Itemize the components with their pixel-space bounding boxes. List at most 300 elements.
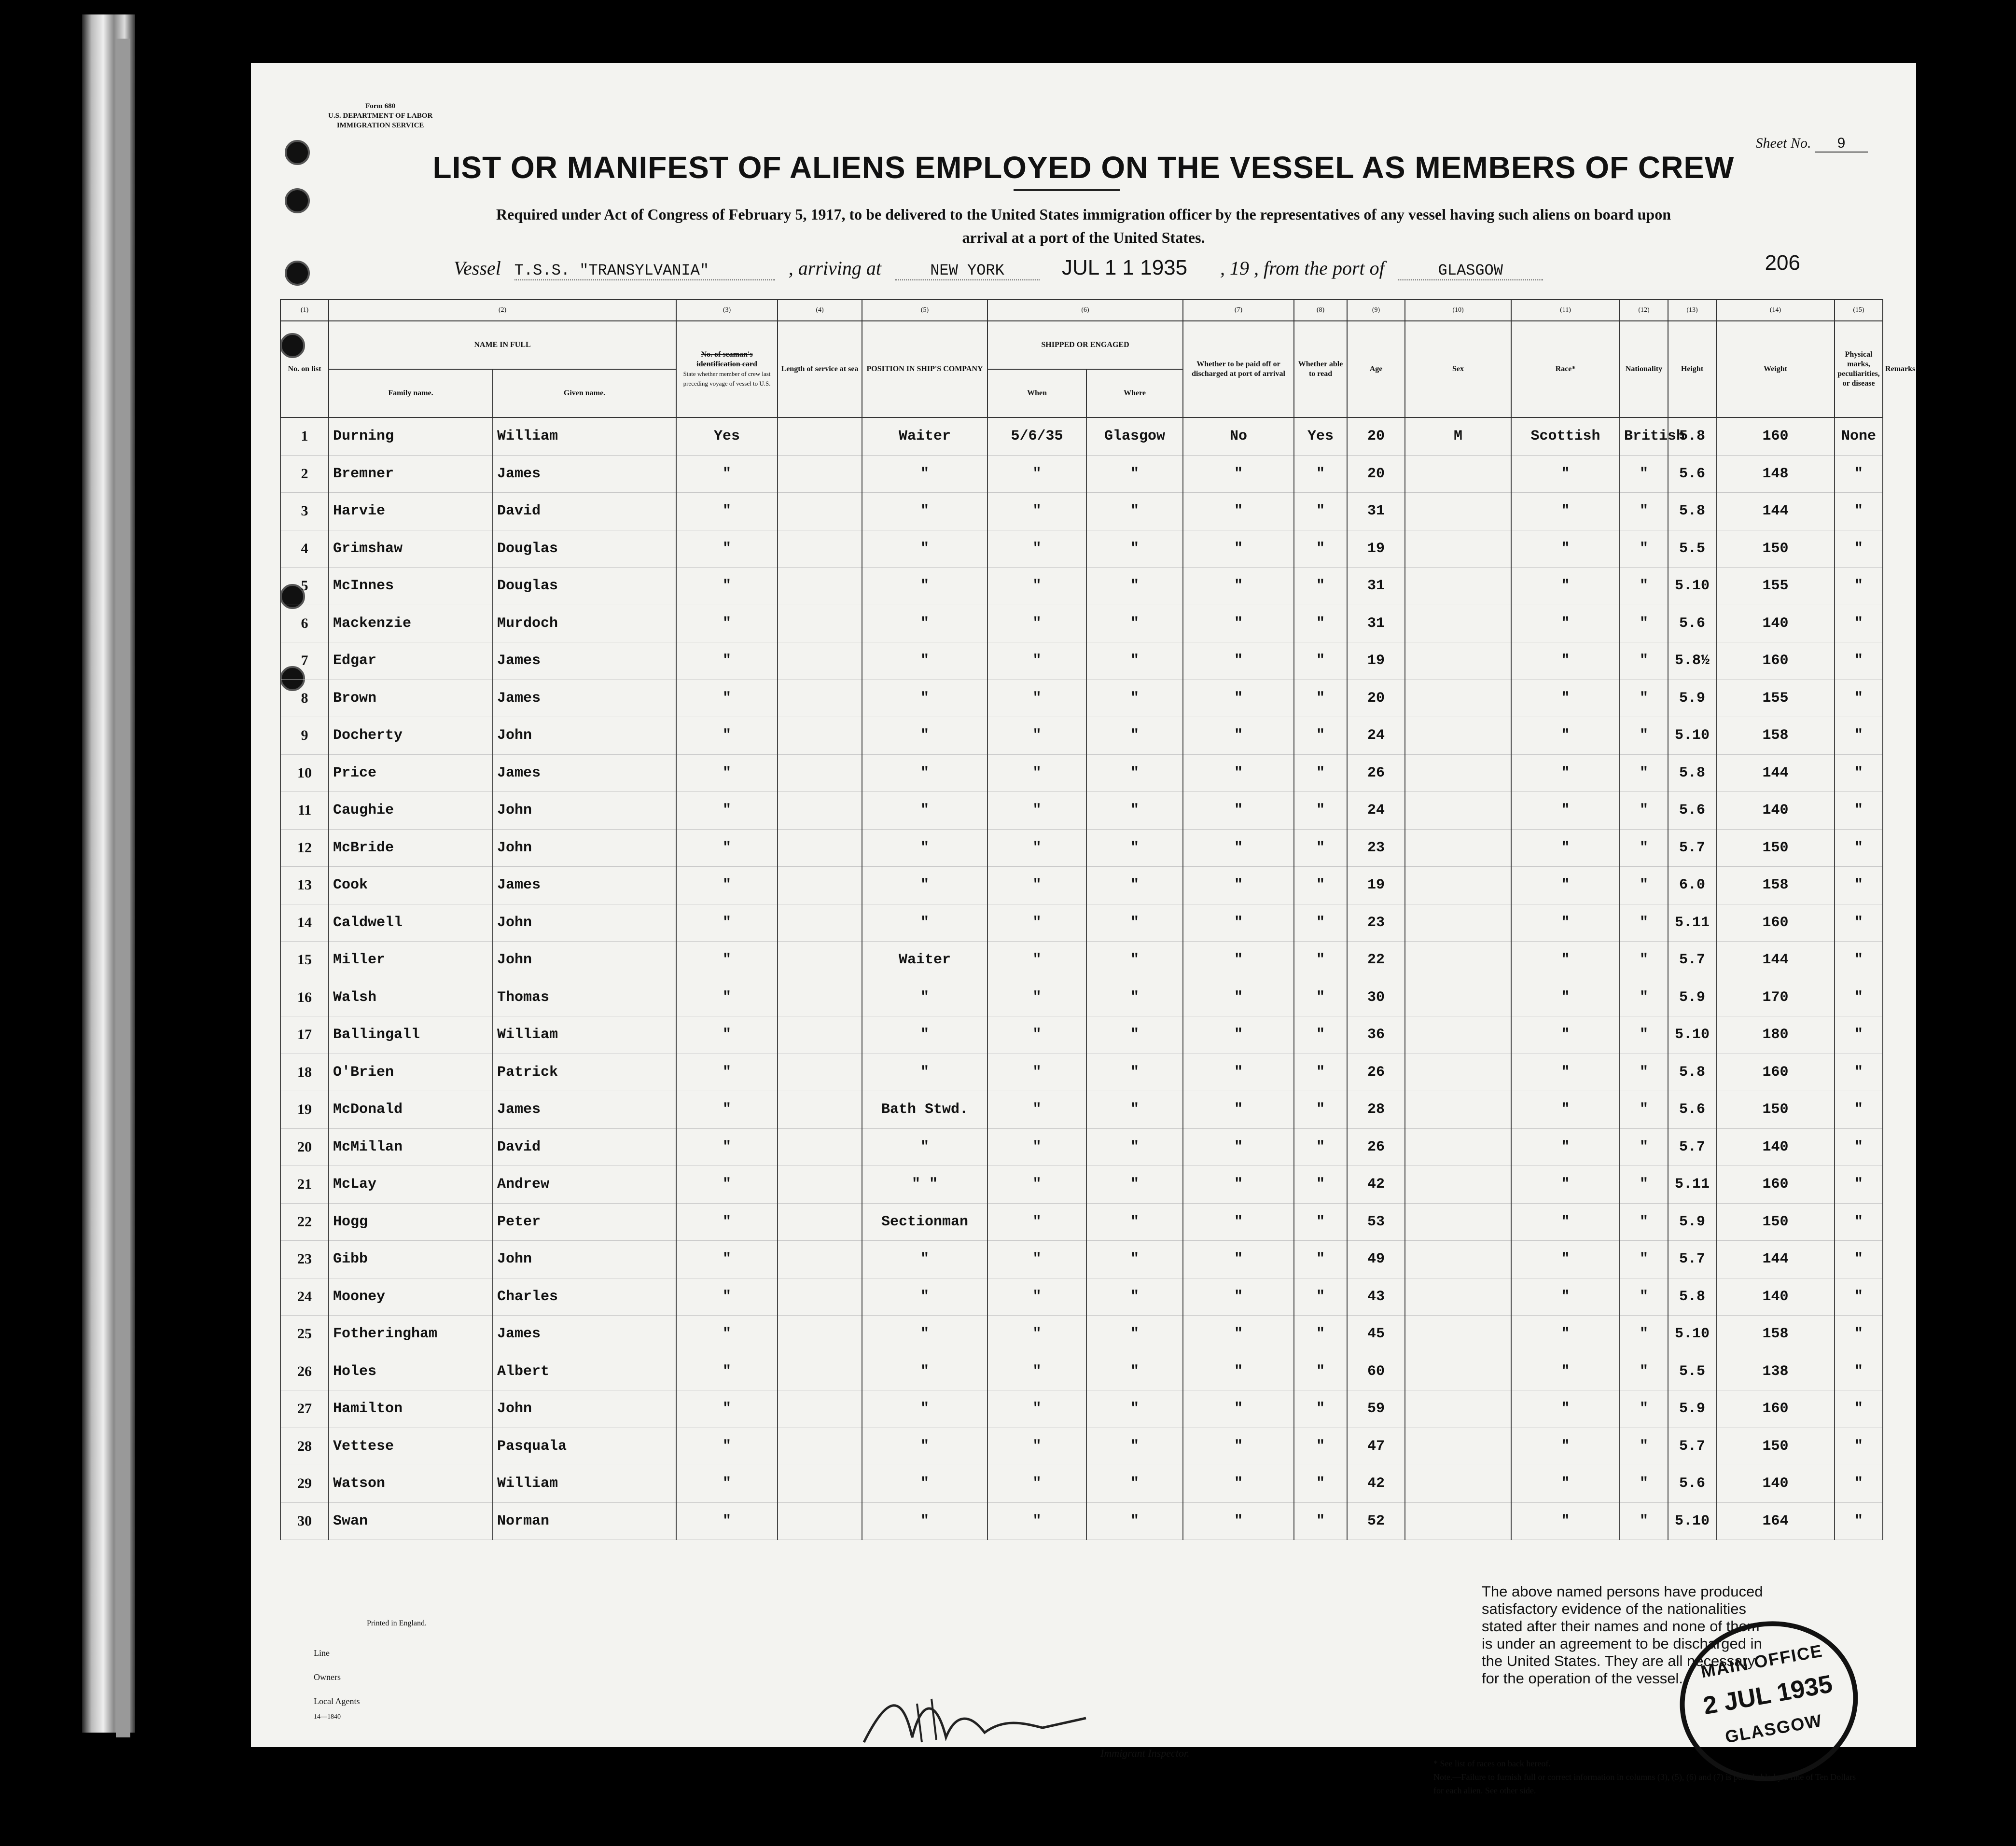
nationality-cell: " [1620, 717, 1668, 755]
row-number-cell: 13 [280, 867, 329, 904]
row-number-cell: 9 [280, 717, 329, 755]
arrival-port: NEW YORK [895, 262, 1040, 280]
given-name-cell: David [493, 1128, 676, 1166]
height-cell: 5.10 [1668, 1016, 1716, 1054]
header-sex: Sex [1405, 321, 1511, 417]
seaman-card-cell: " [676, 1241, 778, 1278]
nationality-cell: " [1620, 904, 1668, 942]
sex-cell [1405, 1502, 1511, 1540]
race-cell: " [1511, 1241, 1620, 1278]
col-num-6: (6) [987, 300, 1183, 321]
table-row [280, 1353, 1883, 1390]
physical-marks-cell: " [1835, 867, 1883, 904]
able-to-read-cell: " [1294, 904, 1347, 942]
nationality-cell: " [1620, 1353, 1668, 1390]
physical-marks-cell: " [1835, 680, 1883, 717]
paid-off-cell: " [1183, 530, 1294, 568]
shipped-when-cell: " [987, 493, 1086, 530]
given-name-cell: James [493, 680, 676, 717]
table-row [280, 1241, 1883, 1278]
table-row [280, 717, 1883, 755]
col-num-4: (4) [778, 300, 862, 321]
agent-labels [314, 1641, 360, 1721]
family-name-cell: Mackenzie [329, 605, 493, 642]
shipped-where-cell: " [1086, 493, 1183, 530]
length-of-service-cell [778, 1016, 862, 1054]
shipped-where-cell: " [1086, 455, 1183, 493]
table-row [280, 530, 1883, 568]
family-name-cell: Holes [329, 1353, 493, 1390]
shipped-when-cell: " [987, 829, 1086, 867]
race-cell: " [1511, 1502, 1620, 1540]
nationality-cell: British [1620, 417, 1668, 455]
immigrant-inspector-label: Immigrant Inspector. [1100, 1747, 1190, 1759]
weight-cell: 144 [1716, 754, 1835, 792]
length-of-service-cell [778, 530, 862, 568]
seaman-card-cell: " [676, 792, 778, 830]
position-cell: " [862, 904, 987, 942]
weight-cell: 144 [1716, 493, 1835, 530]
weight-cell: 160 [1716, 417, 1835, 455]
weight-cell: 150 [1716, 1203, 1835, 1241]
table-row [280, 904, 1883, 942]
paid-off-cell: " [1183, 1278, 1294, 1316]
year-label: , 19 [1220, 257, 1249, 279]
table-row [280, 1091, 1883, 1129]
weight-cell: 155 [1716, 568, 1835, 605]
weight-cell: 144 [1716, 1241, 1835, 1278]
from-port: GLASGOW [1398, 262, 1543, 280]
physical-marks-cell: " [1835, 754, 1883, 792]
manifest-table-wrap [280, 299, 1916, 1540]
film-edge-inner [116, 39, 130, 1737]
nationality-cell: " [1620, 1054, 1668, 1091]
row-number-cell: 5 [280, 568, 329, 605]
nationality-cell: " [1620, 642, 1668, 680]
table-row [280, 867, 1883, 904]
form-service: IMMIGRATION SERVICE [336, 122, 424, 129]
weight-cell: 140 [1716, 1128, 1835, 1166]
seaman-card-cell: " [676, 1128, 778, 1166]
shipped-where-cell: " [1086, 904, 1183, 942]
race-cell: " [1511, 717, 1620, 755]
shipped-where-cell: " [1086, 1428, 1183, 1465]
length-of-service-cell [778, 1091, 862, 1129]
shipped-when-cell: " [987, 1128, 1086, 1166]
seaman-card-cell: " [676, 1390, 778, 1428]
position-cell: " [862, 493, 987, 530]
position-cell: " [862, 605, 987, 642]
race-cell: " [1511, 680, 1620, 717]
family-name-cell: Miller [329, 942, 493, 979]
age-cell: 42 [1347, 1465, 1405, 1503]
position-cell: Sectionman [862, 1203, 987, 1241]
row-number-cell: 22 [280, 1203, 329, 1241]
sex-cell [1405, 642, 1511, 680]
family-name-cell: O'Brien [329, 1054, 493, 1091]
seaman-card-cell: " [676, 1091, 778, 1129]
header-seaman-card-note: State whether member of crew last preceding voyage of vessel to U.S. [683, 370, 771, 387]
stamped-page-number: 206 [1765, 251, 1800, 275]
nationality-cell: " [1620, 1278, 1668, 1316]
family-name-cell: McDonald [329, 1091, 493, 1129]
given-name-cell: Albert [493, 1353, 676, 1390]
age-cell: 24 [1347, 792, 1405, 830]
able-to-read-cell: " [1294, 1166, 1347, 1204]
weight-cell: 140 [1716, 605, 1835, 642]
height-cell: 6.0 [1668, 867, 1716, 904]
paid-off-cell: " [1183, 605, 1294, 642]
nationality-cell: " [1620, 605, 1668, 642]
able-to-read-cell: " [1294, 1428, 1347, 1465]
family-name-cell: McLay [329, 1166, 493, 1204]
given-name-cell: Douglas [493, 530, 676, 568]
row-number-cell: 15 [280, 942, 329, 979]
paid-off-cell: " [1183, 1203, 1294, 1241]
col-num-1: (1) [280, 300, 329, 321]
paid-off-cell: " [1183, 904, 1294, 942]
able-to-read-cell: " [1294, 1091, 1347, 1129]
shipped-when-cell: " [987, 1353, 1086, 1390]
length-of-service-cell [778, 1502, 862, 1540]
col-num-15: (15) [1835, 300, 1883, 321]
age-cell: 53 [1347, 1203, 1405, 1241]
table-row [280, 680, 1883, 717]
given-name-cell: Norman [493, 1502, 676, 1540]
given-name-cell: Pasquala [493, 1428, 676, 1465]
seaman-card-cell: " [676, 1166, 778, 1204]
header-physical: Physical marks, peculiarities, or disease [1835, 321, 1883, 417]
header-row-1: No. on list NAME IN FULL No. of seaman's identification card State whether member of crew last preceding voyage of vessel to U.S. Length of service at sea POSITION IN SHIP'S COMPANY SHIPPED OR ENGAGED Whether to be paid off or discharged at port of arrival Whether able to read Age Sex Race* Nationality Height Weight Physical marks, peculiarities, or disease Remarks [280, 321, 1883, 369]
weight-cell: 160 [1716, 642, 1835, 680]
length-of-service-cell [778, 867, 862, 904]
age-cell: 20 [1347, 455, 1405, 493]
physical-marks-cell: " [1835, 1241, 1883, 1278]
seaman-card-cell: " [676, 1016, 778, 1054]
age-cell: 24 [1347, 717, 1405, 755]
sex-cell [1405, 1203, 1511, 1241]
race-cell: " [1511, 1128, 1620, 1166]
position-cell: " [862, 642, 987, 680]
height-cell: 5.8 [1668, 1054, 1716, 1091]
paid-off-cell: " [1183, 1502, 1294, 1540]
family-name-cell: Walsh [329, 979, 493, 1016]
length-of-service-cell [778, 1203, 862, 1241]
col-num-11: (11) [1511, 300, 1620, 321]
race-cell: " [1511, 455, 1620, 493]
sex-cell [1405, 493, 1511, 530]
given-name-cell: Andrew [493, 1166, 676, 1204]
seaman-card-cell: " [676, 605, 778, 642]
paid-off-cell: " [1183, 1241, 1294, 1278]
given-name-cell: Patrick [493, 1054, 676, 1091]
race-cell: " [1511, 1353, 1620, 1390]
shipped-when-cell: " [987, 605, 1086, 642]
length-of-service-cell [778, 493, 862, 530]
physical-marks-cell: " [1835, 1353, 1883, 1390]
shipped-where-cell: Glasgow [1086, 417, 1183, 455]
row-number-cell: 17 [280, 1016, 329, 1054]
family-name-cell: Bremner [329, 455, 493, 493]
table-row [280, 1203, 1883, 1241]
race-cell: " [1511, 1278, 1620, 1316]
race-cell: " [1511, 1316, 1620, 1353]
physical-marks-cell: " [1835, 1278, 1883, 1316]
row-number-cell: 14 [280, 904, 329, 942]
shipped-when-cell: " [987, 867, 1086, 904]
vessel-name: T.S.S. "TRANSYLVANIA" [514, 262, 775, 280]
position-cell: " [862, 754, 987, 792]
weight-cell: 150 [1716, 1428, 1835, 1465]
position-cell: " [862, 1316, 987, 1353]
height-cell: 5.10 [1668, 568, 1716, 605]
sex-cell [1405, 530, 1511, 568]
paid-off-cell: " [1183, 680, 1294, 717]
row-number-cell: 12 [280, 829, 329, 867]
certification-stamp-text: The above named persons have produced satisfactory evidence of the nationalities stated after their names and none of them is under an agreement to be discharged in the United States. They are all necessary for the operation of the vessel. [1482, 1583, 1763, 1687]
table-row [280, 455, 1883, 493]
sex-cell [1405, 1316, 1511, 1353]
age-cell: 26 [1347, 1128, 1405, 1166]
shipped-when-cell: " [987, 1203, 1086, 1241]
sex-cell [1405, 1465, 1511, 1503]
line-label: Line [314, 1648, 330, 1658]
shipped-when-cell: " [987, 642, 1086, 680]
age-cell: 26 [1347, 754, 1405, 792]
length-of-service-cell [778, 1465, 862, 1503]
sex-cell [1405, 942, 1511, 979]
header-seaman-card-label: No. of seaman's identification card [696, 350, 757, 368]
nationality-cell: " [1620, 493, 1668, 530]
family-name-cell: Gibb [329, 1241, 493, 1278]
col-num-9: (9) [1347, 300, 1405, 321]
shipped-where-cell: " [1086, 1203, 1183, 1241]
weight-cell: 160 [1716, 1166, 1835, 1204]
position-cell: " [862, 867, 987, 904]
nationality-cell: " [1620, 1502, 1668, 1540]
nationality-cell: " [1620, 1428, 1668, 1465]
nationality-cell: " [1620, 1241, 1668, 1278]
length-of-service-cell [778, 1241, 862, 1278]
paid-off-cell: " [1183, 493, 1294, 530]
race-cell: " [1511, 1016, 1620, 1054]
seaman-card-cell: " [676, 979, 778, 1016]
family-name-cell: McBride [329, 829, 493, 867]
race-cell: " [1511, 1428, 1620, 1465]
physical-marks-cell: " [1835, 942, 1883, 979]
position-cell: " [862, 1502, 987, 1540]
col-num-7: (7) [1183, 300, 1294, 321]
shipped-where-cell: " [1086, 1016, 1183, 1054]
shipped-where-cell: " [1086, 829, 1183, 867]
position-cell: " [862, 1054, 987, 1091]
height-cell: 5.7 [1668, 1428, 1716, 1465]
header-name-in-full: NAME IN FULL [329, 321, 676, 369]
nationality-cell: " [1620, 455, 1668, 493]
seaman-card-cell: " [676, 1502, 778, 1540]
physical-marks-cell: " [1835, 642, 1883, 680]
sex-cell: M [1405, 417, 1511, 455]
header-length-service: Length of service at sea [778, 321, 862, 417]
shipped-when-cell: " [987, 1016, 1086, 1054]
nationality-cell: " [1620, 867, 1668, 904]
position-cell: " [862, 1390, 987, 1428]
shipped-when-cell: " [987, 680, 1086, 717]
height-cell: 5.8 [1668, 1278, 1716, 1316]
shipped-when-cell: " [987, 754, 1086, 792]
able-to-read-cell: " [1294, 1203, 1347, 1241]
height-cell: 5.10 [1668, 1502, 1716, 1540]
row-number-cell: 23 [280, 1241, 329, 1278]
header-family-name: Family name. [329, 369, 493, 417]
physical-marks-cell: " [1835, 530, 1883, 568]
height-cell: 5.9 [1668, 1203, 1716, 1241]
seaman-card-cell: " [676, 942, 778, 979]
col-num-8: (8) [1294, 300, 1347, 321]
sex-cell [1405, 1016, 1511, 1054]
height-cell: 5.5 [1668, 530, 1716, 568]
weight-cell: 140 [1716, 1465, 1835, 1503]
seaman-card-cell: " [676, 642, 778, 680]
header-race: Race* [1511, 321, 1620, 417]
shipped-where-cell: " [1086, 1278, 1183, 1316]
height-cell: 5.9 [1668, 979, 1716, 1016]
race-cell: " [1511, 792, 1620, 830]
family-name-cell: Hogg [329, 1203, 493, 1241]
given-name-cell: John [493, 1241, 676, 1278]
family-name-cell: Mooney [329, 1278, 493, 1316]
length-of-service-cell [778, 717, 862, 755]
crew-manifest-table [280, 299, 1916, 1540]
sex-cell [1405, 867, 1511, 904]
physical-marks-cell: " [1835, 829, 1883, 867]
shipped-when-cell: " [987, 942, 1086, 979]
header-able-read: Whether able to read [1294, 321, 1347, 417]
sex-cell [1405, 568, 1511, 605]
given-name-cell: William [493, 417, 676, 455]
col-num-10: (10) [1405, 300, 1511, 321]
shipped-where-cell: " [1086, 717, 1183, 755]
seaman-card-cell: " [676, 568, 778, 605]
shipped-where-cell: " [1086, 1502, 1183, 1540]
position-cell: " [862, 1016, 987, 1054]
shipped-when-cell: " [987, 455, 1086, 493]
shipped-where-cell: " [1086, 605, 1183, 642]
position-cell: " [862, 979, 987, 1016]
stamp-bottom-text: GLASGOW [1723, 1710, 1824, 1747]
family-name-cell: Harvie [329, 493, 493, 530]
shipped-where-cell: " [1086, 568, 1183, 605]
table-row [280, 1390, 1883, 1428]
able-to-read-cell: " [1294, 1465, 1347, 1503]
length-of-service-cell [778, 979, 862, 1016]
family-name-cell: Grimshaw [329, 530, 493, 568]
row-number-cell: 6 [280, 605, 329, 642]
sex-cell [1405, 1428, 1511, 1465]
position-cell: " [862, 829, 987, 867]
row-number-cell: 2 [280, 455, 329, 493]
given-name-cell: James [493, 1091, 676, 1129]
position-cell: " [862, 680, 987, 717]
family-name-cell: Price [329, 754, 493, 792]
stamp-date: 2 JUL 1935 [1701, 1670, 1835, 1721]
header-paid-off: Whether to be paid off or discharged at port of arrival [1183, 321, 1294, 417]
family-name-cell: Swan [329, 1502, 493, 1540]
able-to-read-cell: " [1294, 754, 1347, 792]
age-cell: 22 [1347, 942, 1405, 979]
given-name-cell: James [493, 754, 676, 792]
race-cell: " [1511, 1091, 1620, 1129]
family-name-cell: Brown [329, 680, 493, 717]
given-name-cell: Murdoch [493, 605, 676, 642]
nationality-cell: " [1620, 754, 1668, 792]
row-number-cell: 4 [280, 530, 329, 568]
sex-cell [1405, 979, 1511, 1016]
length-of-service-cell [778, 754, 862, 792]
paid-off-cell: " [1183, 979, 1294, 1016]
position-cell: " " [862, 1166, 987, 1204]
race-cell: " [1511, 530, 1620, 568]
sex-cell [1405, 829, 1511, 867]
row-number-cell: 26 [280, 1353, 329, 1390]
weight-cell: 150 [1716, 1091, 1835, 1129]
shipped-where-cell: " [1086, 680, 1183, 717]
given-name-cell: Peter [493, 1203, 676, 1241]
height-cell: 5.8½ [1668, 642, 1716, 680]
able-to-read-cell: " [1294, 680, 1347, 717]
sex-cell [1405, 1353, 1511, 1390]
shipped-when-cell: " [987, 1054, 1086, 1091]
nationality-cell: " [1620, 680, 1668, 717]
table-row [280, 1502, 1883, 1540]
seaman-card-cell: " [676, 1465, 778, 1503]
race-cell: " [1511, 1054, 1620, 1091]
position-cell: " [862, 792, 987, 830]
shipped-where-cell: " [1086, 1353, 1183, 1390]
able-to-read-cell: " [1294, 1241, 1347, 1278]
shipped-when-cell: " [987, 904, 1086, 942]
age-cell: 36 [1347, 1016, 1405, 1054]
shipped-where-cell: " [1086, 867, 1183, 904]
height-cell: 5.7 [1668, 1241, 1716, 1278]
punch-hole [285, 188, 310, 213]
physical-marks-cell: " [1835, 1054, 1883, 1091]
paid-off-cell: " [1183, 1428, 1294, 1465]
length-of-service-cell [778, 1316, 862, 1353]
nationality-cell: " [1620, 1091, 1668, 1129]
length-of-service-cell [778, 1166, 862, 1204]
races-note: * See list of races on back hereof. [1433, 1759, 1551, 1768]
position-cell: " [862, 1465, 987, 1503]
able-to-read-cell: " [1294, 530, 1347, 568]
seaman-card-cell: " [676, 867, 778, 904]
length-of-service-cell [778, 829, 862, 867]
physical-marks-cell: None [1835, 417, 1883, 455]
header-height: Height [1668, 321, 1716, 417]
length-of-service-cell [778, 568, 862, 605]
header-shipped: SHIPPED OR ENGAGED [987, 321, 1183, 369]
shipped-when-cell: " [987, 1428, 1086, 1465]
height-cell: 5.7 [1668, 942, 1716, 979]
weight-cell: 160 [1716, 1054, 1835, 1091]
nationality-cell: " [1620, 530, 1668, 568]
able-to-read-cell: " [1294, 829, 1347, 867]
height-cell: 5.7 [1668, 1128, 1716, 1166]
sex-cell [1405, 904, 1511, 942]
height-cell: 5.11 [1668, 1166, 1716, 1204]
row-number-cell: 19 [280, 1091, 329, 1129]
paid-off-cell: " [1183, 642, 1294, 680]
